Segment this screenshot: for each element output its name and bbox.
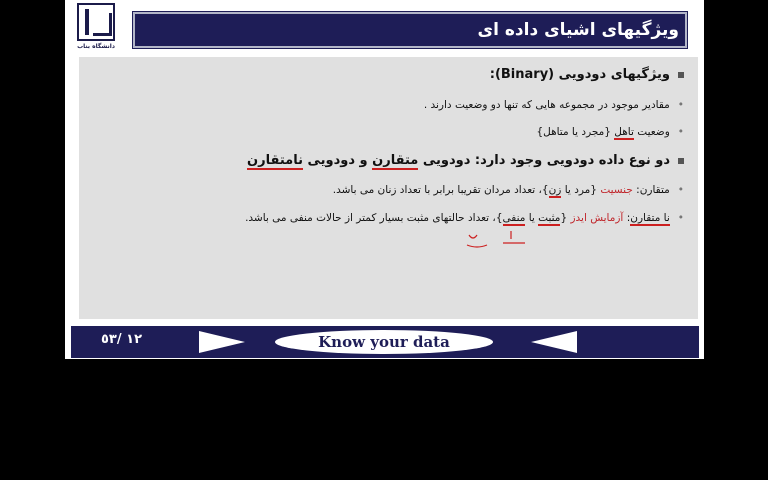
logo-icon xyxy=(77,3,115,41)
university-logo xyxy=(74,3,118,53)
footer-bar xyxy=(71,326,699,358)
sub-bullet-definition: •مقادیر موجود در مجموعه هایی که تنها دو وضعیت دارند . xyxy=(423,99,684,111)
sub-bullet-symmetric: •متقارن: جنسیت {مرد یا زن}، تعداد مردان تقریبا برابر با تعداد زنان می باشد. xyxy=(332,184,684,196)
page-number: ١٢ /٥٣ xyxy=(101,332,143,347)
dot-bullet-icon: • xyxy=(677,126,684,138)
footer-caption: Know your data xyxy=(275,330,493,354)
square-bullet-icon xyxy=(678,72,684,78)
handwritten-annotation xyxy=(459,225,549,251)
title-bar xyxy=(133,12,687,48)
dot-bullet-icon: • xyxy=(677,99,684,111)
slide-title: ویژگیهای اشیای داده ای xyxy=(477,20,679,40)
bullet-binary: ویژگیهای دودویی (Binary): xyxy=(490,67,684,82)
chevron-left-icon xyxy=(531,331,577,353)
sub-bullet-asymmetric: •نا متقارن: آزمایش ایدز {مثبت یا منفی}، تعداد حالتهای مثبت بسیار کمتر از حالات منفی می باشد. xyxy=(245,212,684,224)
dot-bullet-icon: • xyxy=(677,184,684,196)
bullet-two-types: دو نوع داده دودویی وجود دارد: دودویی متقارن و دودویی نامتقارن xyxy=(247,153,684,168)
dot-bullet-icon: • xyxy=(677,212,684,224)
square-bullet-icon xyxy=(678,158,684,164)
chevron-right-icon xyxy=(199,331,245,353)
content-area xyxy=(79,57,698,319)
sub-bullet-marital: •وضعیت تاهل {مجرد یا متاهل} xyxy=(536,126,684,138)
logo-caption: دانشگاه بناب xyxy=(77,43,115,50)
slide xyxy=(65,0,704,359)
